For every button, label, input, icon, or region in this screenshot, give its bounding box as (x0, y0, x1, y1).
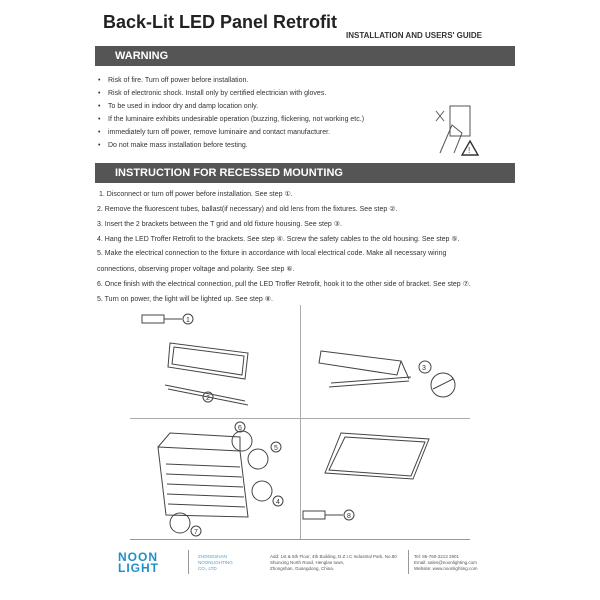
svg-text:4: 4 (276, 499, 280, 506)
company-contact: Tel: 86-760-2213 2901 Email: sales@noonlighting.com Website: www.noonlighting.com (414, 554, 478, 571)
instruction-step: 4. Hang the LED Troffer Retrofit to the brackets. See step ④. Screw the safety cables to the old housing. See step ⑤. (97, 236, 460, 243)
instruction-step: 6. Once finish with the electrical connection, pull the LED Troffer Retrofit, hook it to the other side of bracket. See step ⑦. (97, 281, 471, 288)
instruction-step: connections, observing proper voltage and polarity. See step ⑥. (97, 266, 295, 273)
noon-light-logo: NOON LIGHT (118, 550, 159, 575)
warning-item: • Risk of fire. Turn off power before installation. (108, 77, 248, 84)
svg-text:2: 2 (206, 395, 210, 402)
instruction-step: 5. Make the electrical connection to the fixture in accordance with local electrical code. Make all necessary wiring (97, 250, 447, 257)
instruction-heading: INSTRUCTION FOR RECESSED MOUNTING (95, 163, 515, 183)
svg-text:8: 8 (347, 513, 351, 520)
instruction-step: 3. Insert the 2 brackets between the T grid and old fixture housing. See step ③. (97, 221, 342, 228)
svg-text:!: ! (468, 146, 471, 155)
warning-item: • Do not make mass installation before testing. (108, 142, 248, 149)
svg-text:3: 3 (422, 365, 426, 372)
instruction-step: 1. Disconnect or turn off power before installation. See step ①. (99, 191, 293, 198)
company-address: Add: 1st & 5th Floor, 4th Building, D.Z.I.C Industrial Park, No.80 Shunxing North Road, Henglan town, Zhongshan, Guangdong, China. (270, 554, 397, 571)
step-3-diagram (301, 305, 470, 418)
document-title: Back-Lit LED Panel Retrofit (103, 12, 338, 32)
svg-text:6: 6 (238, 425, 242, 432)
footer (118, 548, 488, 580)
svg-text:5: 5 (274, 445, 278, 452)
instruction-step: 2. Remove the fluorescent tubes, ballast(if necessary) and old lens from the fixtures. See step ②. (97, 206, 398, 213)
warning-item: • To be used in indoor dry and damp location only. (108, 103, 258, 110)
instruction-step: 5. Turn on power, the light will be lighted up. See step ⑧. (97, 296, 273, 303)
svg-text:1: 1 (186, 317, 190, 324)
step-1-2-diagram (130, 305, 300, 418)
warning-item: • If the luminaire exhibits undesirable operation (buzzing, flickering, not working etc.) (108, 116, 364, 123)
step-4-7-diagram (130, 419, 300, 539)
warning-item: • Risk of electronic shock. Install only by certified electrician with gloves. (108, 90, 326, 97)
warning-item: • immediately turn off power, remove luminaire and contact manufacturer. (108, 129, 330, 136)
electric-shock-warning-icon (432, 103, 484, 157)
document-subtitle: INSTALLATION AND USERS' GUIDE (346, 31, 482, 40)
warning-heading: WARNING (95, 46, 515, 66)
svg-text:7: 7 (194, 529, 198, 536)
step-8-diagram (301, 419, 470, 539)
company-name: ZHONGSHAN NOONLIGHTING CO., LTD (198, 554, 233, 571)
installation-diagrams (130, 305, 470, 540)
